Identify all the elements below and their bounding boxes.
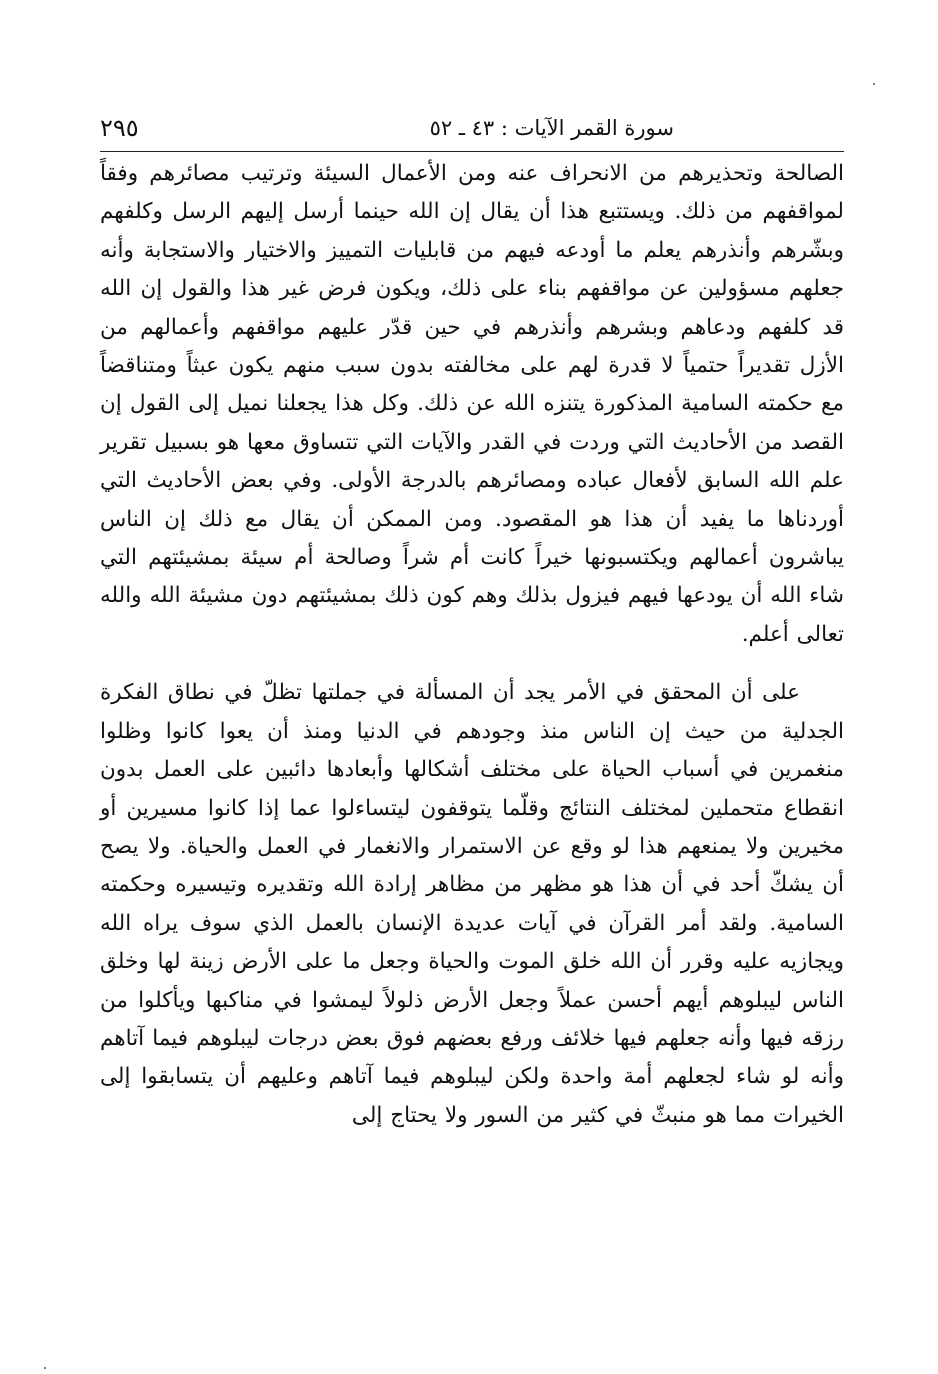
scan-speck xyxy=(873,83,875,85)
header-divider xyxy=(100,151,844,152)
running-header xyxy=(100,112,844,152)
page-number: ٢٩٥ xyxy=(100,114,139,142)
scan-speck xyxy=(44,1367,46,1369)
surah-title: سورة القمر الآيات : ٤٣ ـ ٥٢ xyxy=(429,116,674,140)
paragraph-1: الصالحة وتحذيرهم من الانحراف عنه ومن الأعمال السيئة وترتيب مصائرهم وفقاً لمواقفهم من ذلك. ويستتبع هذا أن يقال إن الله حينما أرسل إليهم الرسل وكلفهم وبشّرهم وأنذرهم يعلم ما أودعه فيهم من قابليات التمييز والاختيار والاستجابة وأنه جعلهم مسؤولين عن مواقفهم بناء على ذلك، ويكون فرض غير هذا والقول إن الله قد كلفهم ودعاهم وبشرهم وأنذرهم في حين قدّر عليهم مواقفهم وأعمالهم من الأزل تقديراً حتمياً لا قدرة لهم على مخالفته بدون سبب منهم يكون عبثاً ومتناقضاً مع حكمته السامية المذكورة يتنزه الله عن ذلك. وكل هذا يجعلنا نميل إلى القول إن القصد من الأحاديث التي وردت في القدر والآيات التي تتساوق معها هو بسبيل تقرير علم الله السابق لأفعال عباده ومصائرهم بالدرجة الأولى. وفي بعض الأحاديث التي أوردناها ما يفيد أن هذا هو المقصود. ومن الممكن أن يقال مع ذلك إن الناس يباشرون أعمالهم ويكتسبونها خيراً كانت أم شراً وصالحة أم سيئة بمشيئتهم التي شاء الله أن يودعها فيهم فيزول بذلك وهم كون ذلك بمشيئتهم دون مشيئة الله والله تعالى أعلم. xyxy=(100,161,844,647)
main-text xyxy=(100,155,844,1135)
paragraph-2: على أن المحقق في الأمر يجد أن المسألة في جملتها تظلّ في نطاق الفكرة الجدلية من حيث إن الناس منذ وجودهم في الدنيا ومنذ أن يعوا كانوا وظلوا منغمرين في أسباب الحياة على مختلف أشكالها وأبعادها دائبين على العمل بدون انقطاع متحملين لمختلف النتائج وقلّما يتوقفون ليتساءلوا عما إذا كانوا مسيرين أو مخيرين ولا يمنعهم هذا لو وقع عن الاستمرار والانغمار في العمل والحياة. ولا يصح أن يشكّ أحد في أن هذا هو مظهر من مظاهر إرادة الله وتقديره وتيسيره وحكمته السامية. ولقد أمر القرآن في آيات عديدة الإنسان بالعمل الذي سوف يراه الله ويجازيه عليه وقرر أن الله خلق الموت والحياة وجعل ما على الأرض زينة لها وخلق الناس ليبلوهم أيهم أحسن عملاً وجعل الأرض ذلولاً ليمشوا في مناكبها ويأكلوا من رزقه فيها وأنه جعلهم فيها خلائف ورفع بعضهم فوق بعض درجات ليبلوهم فيما آتاهم وأنه لو شاء لجعلهم أمة واحدة ولكن ليبلوهم فيما آتاهم وعليهم أن يتسابقوا إلى الخيرات مما هو منبثّ في كثير من السور ولا يحتاج إلى xyxy=(100,680,844,1128)
